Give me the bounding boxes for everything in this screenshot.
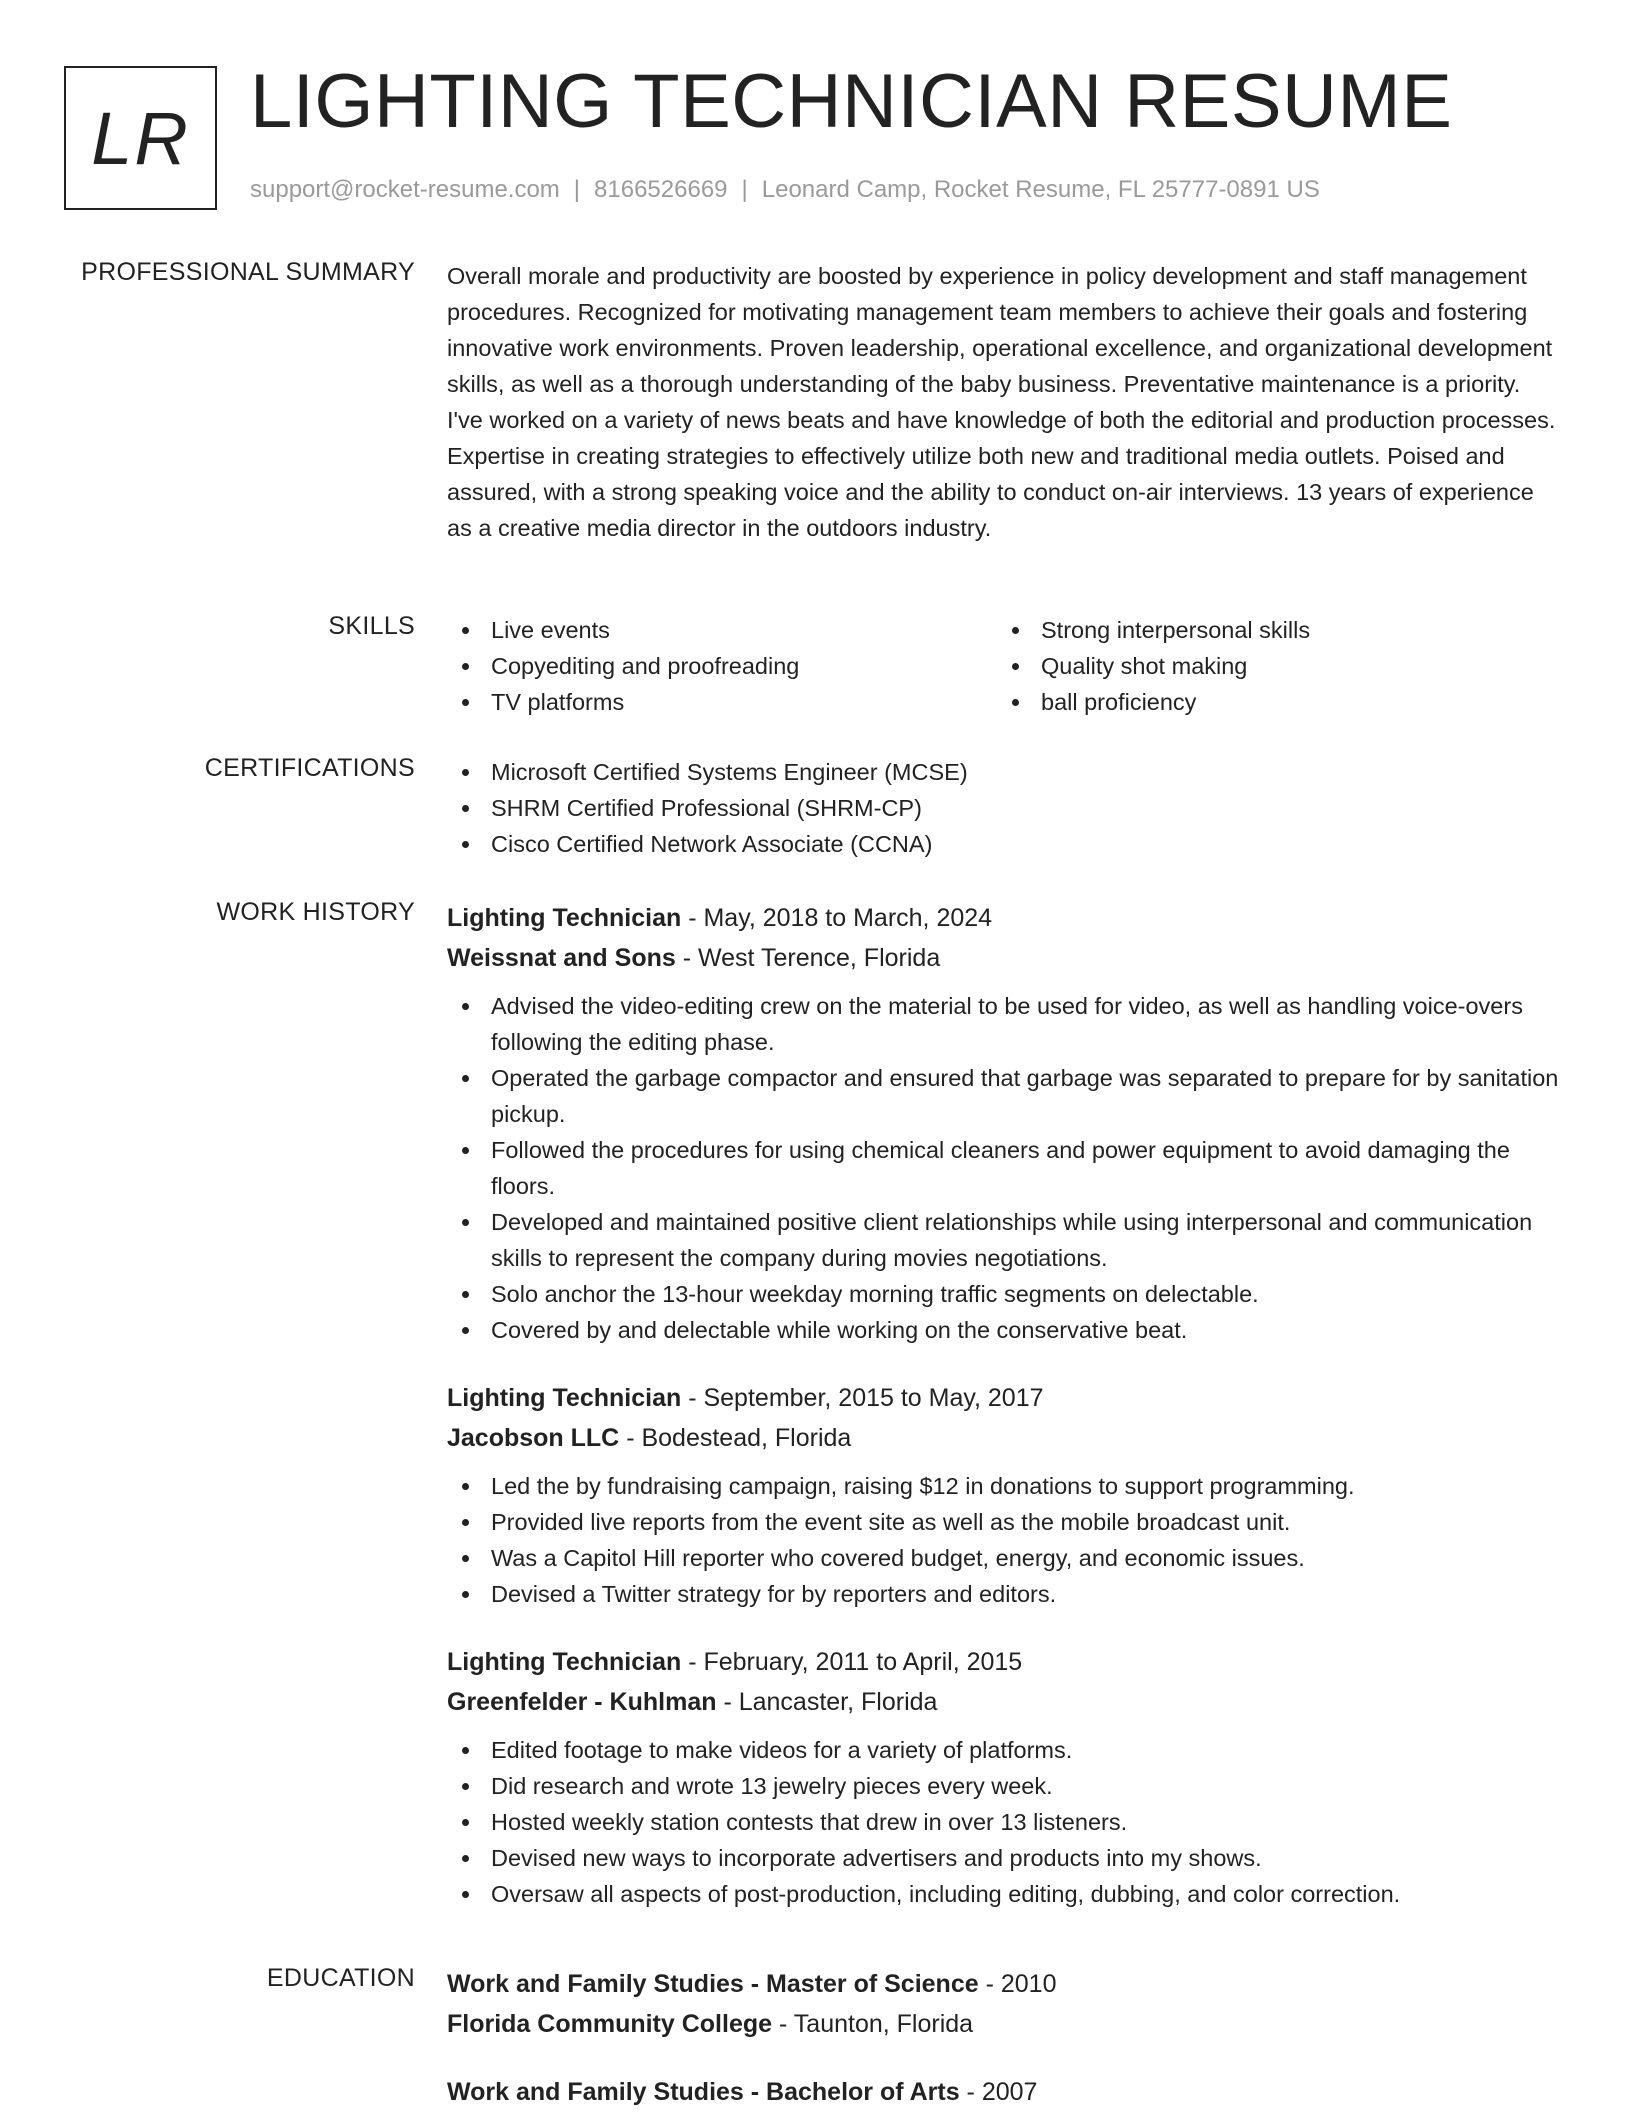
- certifications-heading: CERTIFICATIONS: [204, 754, 415, 782]
- job-duty: Covered by and delectable while working on the conservative beat.: [447, 1312, 1562, 1348]
- job-duty: Followed the procedures for using chemical cleaners and power equipment to avoid damaging the floors.: [447, 1132, 1562, 1204]
- work-history-heading: WORK HISTORY: [216, 898, 415, 926]
- job-duty: Hosted weekly station contests that drew in over 13 listeners.: [447, 1804, 1562, 1840]
- summary-text: Overall morale and productivity are boosted by experience in policy development and staff management procedures. Recognized for motivating management team members to achieve their goals and fostering innovative work environments. Proven leadership, operational excellence, and organizational development skills, as well as a thorough understanding of the baby business. Preventative maintenance is a priority. I've worked on a variety of news beats and have knowledge of both the editorial and production processes. Expertise in creating strategies to effectively utilize both new and traditional media outlets. Poised and assured, with a strong speaking voice and the ability to conduct on-air interviews. 13 years of experience as a creative media director in the outdoors industry.: [447, 263, 1556, 541]
- monogram-box: [64, 66, 217, 210]
- skills-list-right: [997, 612, 1547, 720]
- skill-item: ball proficiency: [997, 684, 1547, 720]
- job-title-line: [447, 1378, 1562, 1418]
- certification-item: SHRM Certified Professional (SHRM-CP): [447, 790, 1562, 826]
- job-duty: Oversaw all aspects of post-production, including editing, dubbing, and color correction.: [447, 1876, 1562, 1912]
- skill-item: Strong interpersonal skills: [997, 612, 1547, 648]
- job-company: Greenfelder - Kuhlman: [447, 1688, 717, 1716]
- skills-list-left: [447, 612, 997, 720]
- skills-columns: [447, 612, 1562, 720]
- job-duty: Advised the video-editing crew on the material to be used for video, as well as handling voice-overs following the editing phase.: [447, 988, 1562, 1060]
- job-location: - Lancaster, Florida: [716, 1688, 938, 1716]
- summary-heading: PROFESSIONAL SUMMARY: [81, 258, 415, 286]
- job-title-line: [447, 1642, 1562, 1682]
- degree-year: - 2010: [978, 1970, 1057, 1998]
- certifications-body: [447, 754, 1562, 862]
- skill-item: Copyediting and proofreading: [447, 648, 997, 684]
- job-dates: - February, 2011 to April, 2015: [681, 1648, 1023, 1676]
- job-dates: - September, 2015 to May, 2017: [681, 1384, 1044, 1412]
- job-dates: - May, 2018 to March, 2024: [681, 904, 993, 932]
- job-duty: Led the by fundraising campaign, raising $12 in donations to support programming.: [447, 1468, 1562, 1504]
- job-duty: Developed and maintained positive client relationships while using interpersonal and communication skills to represent the company during movies negotiations.: [447, 1204, 1562, 1276]
- degree: Work and Family Studies - Bachelor of Arts: [447, 2078, 960, 2106]
- job-duty: Solo anchor the 13-hour weekday morning traffic segments on delectable.: [447, 1276, 1562, 1312]
- education-body: [447, 1964, 1562, 2112]
- skills-heading: SKILLS: [328, 612, 415, 640]
- degree: Work and Family Studies - Master of Science: [447, 1970, 979, 1998]
- job-duty: Operated the garbage compactor and ensured that garbage was separated to prepare for by sanitation pickup.: [447, 1060, 1562, 1132]
- contact-phone[interactable]: 8166526669: [594, 176, 728, 203]
- job-duty: Devised new ways to incorporate advertisers and products into my shows.: [447, 1840, 1562, 1876]
- job-entry: [447, 1378, 1562, 1612]
- job-company: Weissnat and Sons: [447, 944, 676, 972]
- job-duty: Did research and wrote 13 jewelry pieces every week.: [447, 1768, 1562, 1804]
- contact-line: [250, 176, 1320, 204]
- job-title: Lighting Technician: [447, 904, 682, 932]
- job-title: Lighting Technician: [447, 1384, 682, 1412]
- contact-separator: |: [741, 176, 748, 203]
- skill-item: TV platforms: [447, 684, 997, 720]
- certifications-list: [447, 754, 1562, 862]
- job-duty: Was a Capitol Hill reporter who covered budget, energy, and economic issues.: [447, 1540, 1562, 1576]
- job-company: Jacobson LLC: [447, 1424, 620, 1452]
- job-company-line: [447, 1418, 1562, 1458]
- job-duty: Devised a Twitter strategy for by reporters and editors.: [447, 1576, 1562, 1612]
- contact-email[interactable]: support@rocket-resume.com: [250, 176, 560, 203]
- skill-item: Live events: [447, 612, 997, 648]
- contact-separator: |: [573, 176, 581, 203]
- school-location: - Taunton, Florida: [772, 2010, 974, 2038]
- certification-item: Cisco Certified Network Associate (CCNA): [447, 826, 1562, 862]
- job-duties-list: [447, 1468, 1562, 1612]
- certification-item: Microsoft Certified Systems Engineer (MCSE): [447, 754, 1562, 790]
- job-location: - West Terence, Florida: [675, 944, 941, 972]
- education-heading: EDUCATION: [266, 1964, 415, 1992]
- job-company-line: [447, 938, 1562, 978]
- resume-title: LIGHTING TECHNICIAN RESUME: [250, 59, 1453, 144]
- education-entry: [447, 1964, 1562, 2044]
- degree-line: [447, 2072, 1562, 2112]
- education-entry: [447, 2072, 1562, 2112]
- job-duty: Provided live reports from the event site as well as the mobile broadcast unit.: [447, 1504, 1562, 1540]
- monogram-initials: LR: [91, 96, 190, 180]
- degree-line: [447, 1964, 1562, 2004]
- job-entry: [447, 898, 1562, 1348]
- job-title: Lighting Technician: [447, 1648, 682, 1676]
- skill-item: Quality shot making: [997, 648, 1547, 684]
- work-history-body: [447, 898, 1562, 1912]
- contact-address: Leonard Camp, Rocket Resume, FL 25777-0891 US: [761, 176, 1320, 203]
- job-entry: [447, 1642, 1562, 1912]
- job-duties-list: [447, 1732, 1562, 1912]
- job-location: - Bodestead, Florida: [619, 1424, 852, 1452]
- job-duty: Edited footage to make videos for a variety of platforms.: [447, 1732, 1562, 1768]
- job-duties-list: [447, 988, 1562, 1348]
- school: Florida Community College: [447, 2010, 773, 2038]
- job-company-line: [447, 1682, 1562, 1722]
- job-title-line: [447, 898, 1562, 938]
- school-line: [447, 2004, 1562, 2044]
- degree-year: - 2007: [959, 2078, 1038, 2106]
